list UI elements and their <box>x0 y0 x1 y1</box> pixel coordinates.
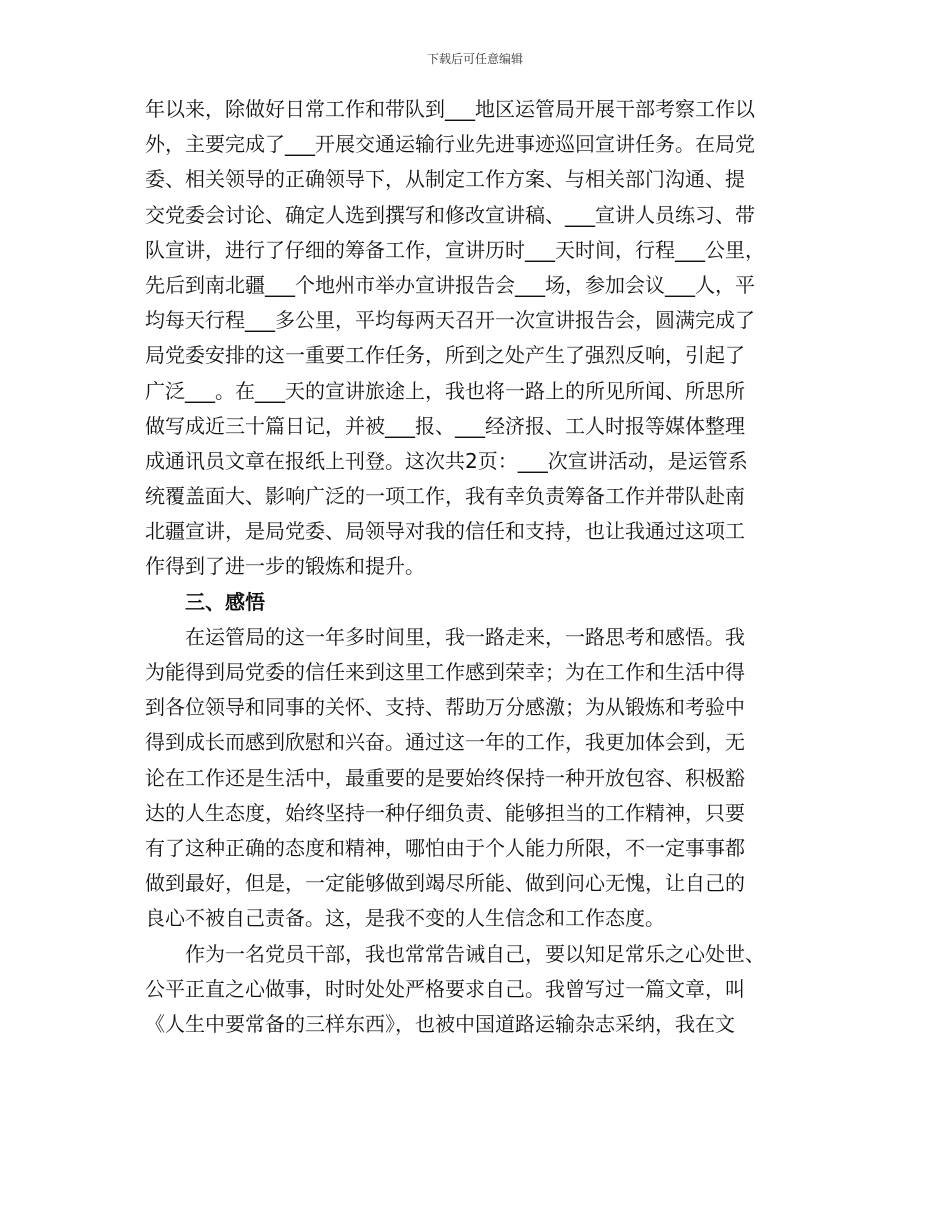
paragraph-line: 统覆盖面大、影响广泛的一项工作，我有幸负责筹备工作并带队赴南 <box>145 484 745 509</box>
paragraph-line: 先后到南北疆___个地州市举办宣讲报告会___场，参加会议___人，平 <box>145 272 755 297</box>
paragraph-line: 良心不被自己责备。这，是我不变的人生信念和工作态度。 <box>145 906 665 931</box>
paragraph-line: 公平正直之心做事，时时处处严格要求自己。我曾写过一篇文章，叫 <box>145 976 745 1001</box>
paragraph-line: 做写成近三十篇日记，并被___报、___经济报、工人时报等媒体整理 <box>145 413 745 438</box>
paragraph-line: 《人生中要常备的三样东西》，也被中国道路运输杂志采纳，我在文 <box>145 1011 735 1036</box>
paragraph-line: 局党委安排的这一重要工作任务，所到之处产生了强烈反响，引起了 <box>145 343 745 368</box>
paragraph-line: 委、相关领导的正确领导下，从制定工作方案、与相关部门沟通、提 <box>145 167 745 192</box>
document-body <box>145 92 815 1042</box>
paragraph-line: 年以来，除做好日常工作和带队到___地区运管局开展干部考察工作以 <box>145 97 755 121</box>
paragraph-line: 做到最好，但是，一定能够做到竭尽所能、做到问心无愧，让自己的 <box>145 871 745 896</box>
paragraph-line: 成通讯员文章在报纸上刊登。这次共2页：___次宣讲活动，是运管系 <box>145 448 748 473</box>
paragraph-line: 外，主要完成了___开展交通运输行业先进事迹巡回宣讲任务。在局党 <box>145 132 755 157</box>
paragraph-line: 交党委会讨论、确定人选到撰写和修改宣讲稿、___宣讲人员练习、带 <box>145 202 755 227</box>
paragraph-line: 论在工作还是生活中，最重要的是要始终保持一种开放包容、积极豁 <box>145 765 745 790</box>
paragraph-line: 到各位领导和同事的关怀、支持、帮助万分感激；为从锻炼和考验中 <box>145 695 745 720</box>
paragraph-line: 得到成长而感到欣慰和兴奋。通过这一年的工作，我更加体会到，无 <box>145 730 745 755</box>
section-heading: 三、感悟 <box>185 589 265 614</box>
paragraph-line: 为能得到局党委的信任来到这里工作感到荣幸；为在工作和生活中得 <box>145 660 745 684</box>
paragraph-line: 队宣讲，进行了仔细的筹备工作，宣讲历时___天时间，行程___公里， <box>145 237 765 262</box>
paragraph-line: 达的人生态度，始终坚持一种仔细负责、能够担当的工作精神，只要 <box>145 800 745 825</box>
paragraph-line: 广泛___。在___天的宣讲旅途上，我也将一路上的所见所闻、所思所 <box>145 378 745 403</box>
paragraph-line: 有了这种正确的态度和精神，哪怕由于个人能力所限，不一定事事都 <box>145 835 745 860</box>
page-header: 下载后可任意编辑 <box>426 52 523 66</box>
paragraph-line: 作为一名党员干部，我也常常告诫自己，要以知足常乐之心处世、 <box>185 941 765 966</box>
paragraph-line: 北疆宣讲，是局党委、局领导对我的信任和支持，也让我通过这项工 <box>145 519 745 544</box>
paragraph-line: 作得到了进一步的锻炼和提升。 <box>145 554 425 579</box>
paragraph-line: 在运管局的这一年多时间里，我一路走来，一路思考和感悟。我 <box>185 624 745 649</box>
paragraph-line: 均每天行程___多公里，平均每两天召开一次宣讲报告会，圆满完成了 <box>145 308 755 333</box>
